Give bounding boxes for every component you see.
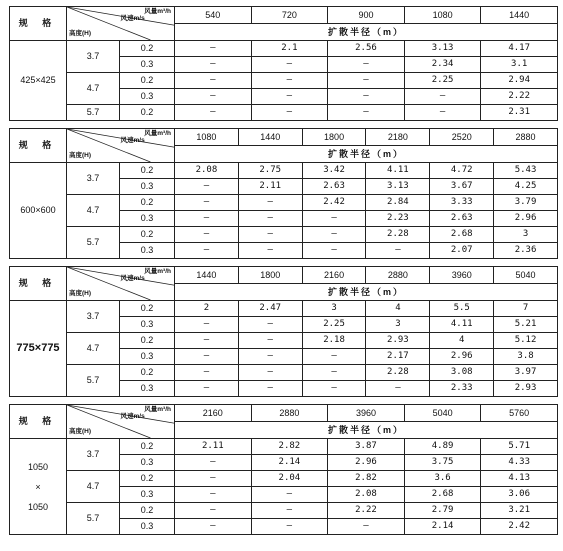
radius-value-cell: 4.72 [430,163,494,179]
radius-value-cell: 3.33 [430,195,494,211]
radius-value-cell: – [328,519,405,535]
radius-value-cell: 4.11 [430,317,494,333]
radius-value-cell: 2.42 [302,195,366,211]
air-speed-cell: 0.3 [120,519,175,535]
radius-value-cell: 2.22 [328,503,405,519]
radius-value-cell: – [175,73,252,89]
radius-value-cell: – [175,243,239,259]
spec-table-4 [9,404,557,535]
radius-value-cell: 2.94 [481,73,558,89]
radius-value-cell: – [238,211,302,227]
spec-table-2 [9,128,557,259]
radius-value-cell: – [175,179,239,195]
spec-header: 规 格 [10,405,67,439]
radius-value-cell: – [302,381,366,397]
height-axis-label: 高度(H) [69,29,92,37]
radius-value-cell: 2.56 [328,41,405,57]
radius-value-cell: – [238,349,302,365]
radius-value-cell: 4.33 [481,455,558,471]
radius-value-cell: 3.79 [494,195,558,211]
radius-value-cell: – [404,89,481,105]
speed-axis-label: 风速m/s [120,413,145,420]
height-axis-label: 高度(H) [69,151,92,159]
flow-axis-label: 风量m³/h [144,130,171,137]
air-speed-cell: 0.3 [120,211,175,227]
radius-value-cell: 2.96 [430,349,494,365]
radius-value-cell: 3.13 [404,41,481,57]
table-row [10,365,558,381]
airflow-header-cell: 1800 [238,267,302,284]
mount-height-cell: 5.7 [67,365,120,397]
airflow-header-cell: 3960 [328,405,405,422]
diffusion-radius-header: 扩散半径（m） [175,146,558,163]
radius-value-cell: – [238,381,302,397]
radius-value-cell: 4 [366,301,430,317]
radius-value-cell: – [302,243,366,259]
radius-value-cell: 2.25 [302,317,366,333]
radius-value-cell: – [251,503,328,519]
radius-value-cell: – [328,105,405,121]
radius-value-cell: – [302,365,366,381]
airflow-header-cell: 720 [251,7,328,24]
diffusion-table [9,128,558,259]
radius-value-cell: – [238,227,302,243]
radius-value-cell: – [238,195,302,211]
speed-axis-label: 风速m/s [120,15,145,22]
radius-value-cell: – [175,471,252,487]
diffusion-table [9,6,558,121]
radius-value-cell: – [251,105,328,121]
air-speed-cell: 0.3 [120,179,175,195]
radius-value-cell: 3.1 [481,57,558,73]
air-speed-cell: 0.2 [120,73,175,89]
flow-axis-label: 风量m³/h [144,406,171,413]
airflow-header-cell: 540 [175,7,252,24]
radius-value-cell: – [251,89,328,105]
radius-value-cell: 3.75 [404,455,481,471]
mount-height-cell: 4.7 [67,195,120,227]
radius-value-cell: – [251,487,328,503]
airflow-header-cell: 5760 [481,405,558,422]
radius-value-cell: 2.33 [430,381,494,397]
radius-value-cell: 2.22 [481,89,558,105]
radius-value-cell: 2.82 [328,471,405,487]
radius-value-cell: 2.93 [366,333,430,349]
mount-height-cell: 3.7 [67,41,120,73]
radius-value-cell: 2.28 [366,227,430,243]
radius-value-cell: 2.34 [404,57,481,73]
radius-value-cell: – [175,41,252,57]
mount-height-cell: 4.7 [67,333,120,365]
table-row [10,73,558,89]
radius-value-cell: 3.06 [481,487,558,503]
spec-table-3 [9,266,557,397]
radius-value-cell: 5.43 [494,163,558,179]
radius-value-cell: – [175,195,239,211]
radius-value-cell: 3.87 [328,439,405,455]
radius-value-cell: – [251,519,328,535]
radius-value-cell: 2.82 [251,439,328,455]
radius-value-cell: 4.17 [481,41,558,57]
spec-size-cell: 425×425 [10,41,67,121]
air-speed-cell: 0.2 [120,439,175,455]
radius-value-cell: 2.04 [251,471,328,487]
radius-value-cell: – [175,333,239,349]
airflow-header-cell: 2180 [366,129,430,146]
diffusion-radius-header: 扩散半径（m） [175,284,558,301]
radius-value-cell: – [238,365,302,381]
header-row-flow [10,129,558,146]
radius-value-cell: – [175,487,252,503]
radius-value-cell: 2.63 [430,211,494,227]
radius-value-cell: 2.14 [251,455,328,471]
diffusion-radius-header: 扩散半径（m） [175,422,558,439]
radius-value-cell: – [175,89,252,105]
radius-value-cell: – [404,105,481,121]
airflow-header-cell: 1440 [481,7,558,24]
radius-value-cell: – [238,243,302,259]
spec-header: 规 格 [10,129,67,163]
radius-value-cell: 3.42 [302,163,366,179]
air-speed-cell: 0.2 [120,163,175,179]
airflow-header-cell: 1800 [302,129,366,146]
header-row-flow [10,7,558,24]
radius-value-cell: – [175,317,239,333]
flow-axis-label: 风量m³/h [144,268,171,275]
radius-value-cell: 2.68 [430,227,494,243]
radius-value-cell: – [175,227,239,243]
air-speed-cell: 0.3 [120,487,175,503]
radius-value-cell: 2.28 [366,365,430,381]
radius-value-cell: – [238,317,302,333]
air-speed-cell: 0.2 [120,105,175,121]
radius-value-cell: 7 [494,301,558,317]
radius-value-cell: 4.25 [494,179,558,195]
spec-size-cell: 1050 × 1050 [10,439,67,535]
airflow-header-cell: 2160 [302,267,366,284]
radius-value-cell: 4.13 [481,471,558,487]
radius-value-cell: 2.47 [238,301,302,317]
diffusion-radius-header: 扩散半径（m） [175,24,558,41]
table-row [10,333,558,349]
radius-value-cell: – [328,89,405,105]
radius-value-cell: 5.5 [430,301,494,317]
radius-value-cell: – [175,503,252,519]
radius-value-cell: 2.31 [481,105,558,121]
radius-value-cell: 4 [430,333,494,349]
spec-table-1 [9,6,557,121]
airflow-header-cell: 1440 [175,267,239,284]
airflow-header-cell: 2880 [366,267,430,284]
airflow-header-cell: 2520 [430,129,494,146]
radius-value-cell: 3.08 [430,365,494,381]
spec-header: 规 格 [10,267,67,301]
air-speed-cell: 0.2 [120,471,175,487]
table-row [10,105,558,121]
table-row [10,301,558,317]
air-speed-cell: 0.3 [120,381,175,397]
radius-value-cell: – [302,211,366,227]
radius-value-cell: 4.11 [366,163,430,179]
table-row [10,471,558,487]
radius-value-cell: – [175,57,252,73]
table-row [10,227,558,243]
air-speed-cell: 0.2 [120,195,175,211]
flow-axis-label: 风量m³/h [144,8,171,15]
airflow-header-cell: 1080 [404,7,481,24]
radius-value-cell: 3 [494,227,558,243]
radius-value-cell: – [175,519,252,535]
radius-value-cell: 3 [366,317,430,333]
radius-value-cell: 2.08 [328,487,405,503]
radius-value-cell: – [328,57,405,73]
air-speed-cell: 0.3 [120,243,175,259]
radius-value-cell: 2.79 [404,503,481,519]
radius-value-cell: 2.08 [175,163,239,179]
radius-value-cell: 3 [302,301,366,317]
radius-value-cell: 2.25 [404,73,481,89]
mount-height-cell: 5.7 [67,105,120,121]
airflow-header-cell: 900 [328,7,405,24]
radius-value-cell: – [175,381,239,397]
air-speed-cell: 0.3 [120,317,175,333]
airflow-header-cell: 5040 [404,405,481,422]
diagonal-header-cell [67,129,175,163]
spec-size-cell: 600×600 [10,163,67,259]
diffusion-table [9,404,558,535]
speed-axis-label: 风速m/s [120,275,145,282]
radius-value-cell: 2.11 [175,439,252,455]
radius-value-cell: – [175,105,252,121]
radius-value-cell: 2.36 [494,243,558,259]
radius-value-cell: 2.96 [494,211,558,227]
air-speed-cell: 0.3 [120,455,175,471]
airflow-header-cell: 2160 [175,405,252,422]
radius-value-cell: 2.14 [404,519,481,535]
diagonal-header-cell [67,267,175,301]
radius-value-cell: – [366,243,430,259]
air-speed-cell: 0.2 [120,333,175,349]
table-row [10,195,558,211]
airflow-header-cell: 1440 [238,129,302,146]
radius-value-cell: 4.89 [404,439,481,455]
mount-height-cell: 5.7 [67,503,120,535]
radius-value-cell: – [302,227,366,243]
diffusion-table [9,266,558,397]
radius-value-cell: – [251,73,328,89]
diagonal-header-cell [67,405,175,439]
radius-value-cell: 3.67 [430,179,494,195]
radius-value-cell: 2.23 [366,211,430,227]
height-axis-label: 高度(H) [69,289,92,297]
radius-value-cell: – [175,365,239,381]
air-speed-cell: 0.3 [120,349,175,365]
radius-value-cell: 5.21 [494,317,558,333]
table-row [10,163,558,179]
radius-value-cell: – [175,349,239,365]
air-speed-cell: 0.2 [120,301,175,317]
table-row [10,41,558,57]
mount-height-cell: 5.7 [67,227,120,259]
airflow-header-cell: 2880 [251,405,328,422]
radius-value-cell: 2.96 [328,455,405,471]
airflow-header-cell: 1080 [175,129,239,146]
radius-value-cell: 2.18 [302,333,366,349]
radius-value-cell: – [251,57,328,73]
height-axis-label: 高度(H) [69,427,92,435]
radius-value-cell: 3.6 [404,471,481,487]
table-row [10,503,558,519]
radius-value-cell: 3.97 [494,365,558,381]
radius-value-cell: 5.71 [481,439,558,455]
mount-height-cell: 4.7 [67,471,120,503]
radius-value-cell: 3.8 [494,349,558,365]
radius-value-cell: – [328,73,405,89]
table-row [10,439,558,455]
radius-value-cell: 2.07 [430,243,494,259]
header-row-flow [10,405,558,422]
airflow-header-cell: 3960 [430,267,494,284]
radius-value-cell: 2.84 [366,195,430,211]
mount-height-cell: 3.7 [67,163,120,195]
mount-height-cell: 4.7 [67,73,120,105]
radius-value-cell: 2.11 [238,179,302,195]
radius-value-cell: 2.93 [494,381,558,397]
mount-height-cell: 3.7 [67,301,120,333]
radius-value-cell: 2.1 [251,41,328,57]
air-speed-cell: 0.2 [120,365,175,381]
air-speed-cell: 0.2 [120,41,175,57]
diagonal-header-cell [67,7,175,41]
air-speed-cell: 0.2 [120,503,175,519]
radius-value-cell: – [302,349,366,365]
air-speed-cell: 0.3 [120,89,175,105]
radius-value-cell: 2 [175,301,239,317]
mount-height-cell: 3.7 [67,439,120,471]
radius-value-cell: 2.42 [481,519,558,535]
radius-value-cell: 2.63 [302,179,366,195]
air-speed-cell: 0.3 [120,57,175,73]
radius-value-cell: 5.12 [494,333,558,349]
radius-value-cell: – [366,381,430,397]
header-row-flow [10,267,558,284]
spec-header: 规 格 [10,7,67,41]
speed-axis-label: 风速m/s [120,137,145,144]
radius-value-cell: 3.21 [481,503,558,519]
radius-value-cell: – [175,211,239,227]
airflow-header-cell: 2880 [494,129,558,146]
radius-value-cell: 2.68 [404,487,481,503]
radius-value-cell: – [175,455,252,471]
radius-value-cell: – [238,333,302,349]
radius-value-cell: 2.75 [238,163,302,179]
air-speed-cell: 0.2 [120,227,175,243]
airflow-header-cell: 5040 [494,267,558,284]
radius-value-cell: 2.17 [366,349,430,365]
radius-value-cell: 3.13 [366,179,430,195]
spec-size-cell: 775×775 [10,301,67,397]
